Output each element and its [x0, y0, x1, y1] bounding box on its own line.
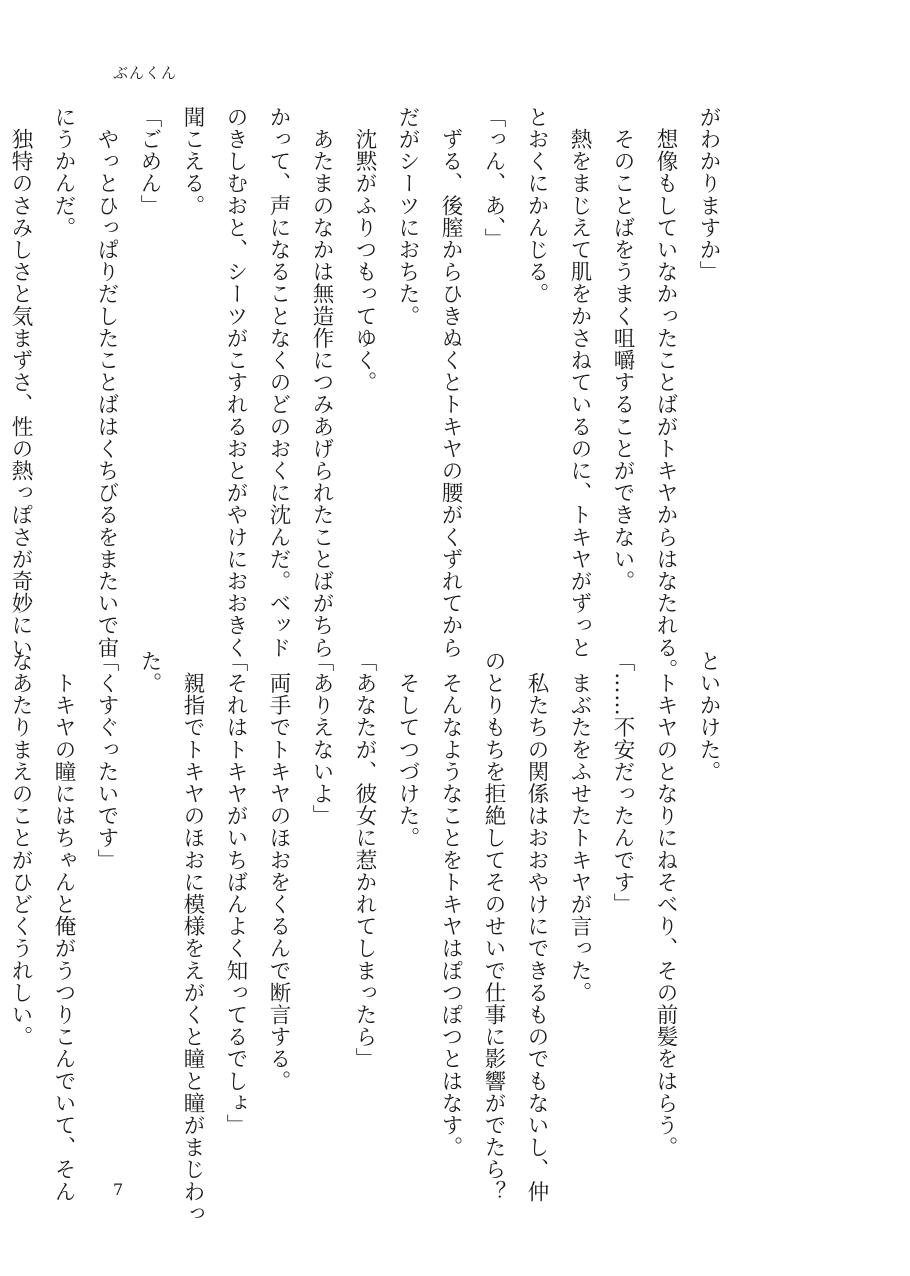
text-line: そのことばをうまく咀嚼することができない。: [610, 106, 635, 593]
text-line: そんなようなことをトキヤはぽつぽつとはなす。: [438, 650, 463, 1159]
text-line: 「くすぐったいです」: [94, 650, 119, 871]
text-line: のとりもちを拒絶してそのせいで仕事に影響がでたら？: [481, 650, 506, 1203]
text-line: トキヤのとなりにねそべり、その前髪をはらう。: [653, 650, 678, 1159]
text-line: がわかりますか」: [696, 106, 721, 283]
text-line: だがシーツにおちた。: [395, 106, 420, 327]
text-line: 私たちの関係はおおやけにできるものでもないし、仲: [524, 650, 549, 1203]
text-line: た。: [137, 650, 162, 695]
text-line: まぶたをふせたトキヤが言った。: [567, 650, 592, 1004]
lower-text-block: [8, 650, 730, 1225]
text-line: 聞こえる。: [180, 106, 205, 217]
text-line: 「ごめん」: [137, 106, 162, 217]
text-line: 想像もしていなかったことばがトキヤからはなたれる。: [653, 106, 678, 681]
running-head: ぶんくん: [113, 64, 178, 82]
text-line: 両手でトキヤのほおをくるんで断言する。: [266, 650, 291, 1092]
text-line: 「……不安だったんです」: [610, 650, 635, 916]
text-line: トキヤの瞳にはちゃんと俺がうつりこんでいて、そん: [51, 650, 76, 1203]
text-line: やっとひっぱりだしたことばはくちびるをまたいで宙: [94, 106, 119, 659]
text-line: 「ありえないよ」: [309, 650, 334, 827]
text-line: 「それはトキヤがいちばんよく知ってるでしょ」: [223, 650, 248, 1137]
text-line: なあたりまえのことがひどくうれしい。: [8, 650, 33, 1048]
text-line: そしてつづけた。: [395, 650, 420, 849]
text-line: のきしむおと、シーツがこすれるおとがやけにおおきく: [223, 106, 248, 659]
text-line: 「あなたが、彼女に惹かれてしまったら」: [352, 650, 377, 1070]
text-line: かって、声になることなくのどのおくに沈んだ。ベッド: [266, 106, 291, 659]
text-line: 独特のさみしさと気まずさ、性の熱っぽさが奇妙にい: [8, 106, 33, 659]
upper-text-block: [8, 106, 730, 681]
text-line: 沈黙がふりつもってゆく。: [352, 106, 377, 394]
text-line: 「っん、あ、」: [481, 106, 506, 250]
page-number: 7: [113, 1180, 124, 1199]
text-line: とおくにかんじる。: [524, 106, 549, 305]
text-line: 熱をまじえて肌をかさねているのに、トキヤがずっと: [567, 106, 592, 659]
text-line: 親指でトキヤのほおに模様をえがくと瞳と瞳がまじわっ: [180, 650, 205, 1225]
text-line: にうかんだ。: [51, 106, 76, 239]
text-line: あたまのなかは無造作につみあげられたことばがちら: [309, 106, 334, 659]
text-line: といかけた。: [696, 650, 721, 783]
text-line: ずる、後膣からひきぬくとトキヤの腰がくずれてから: [438, 106, 463, 659]
